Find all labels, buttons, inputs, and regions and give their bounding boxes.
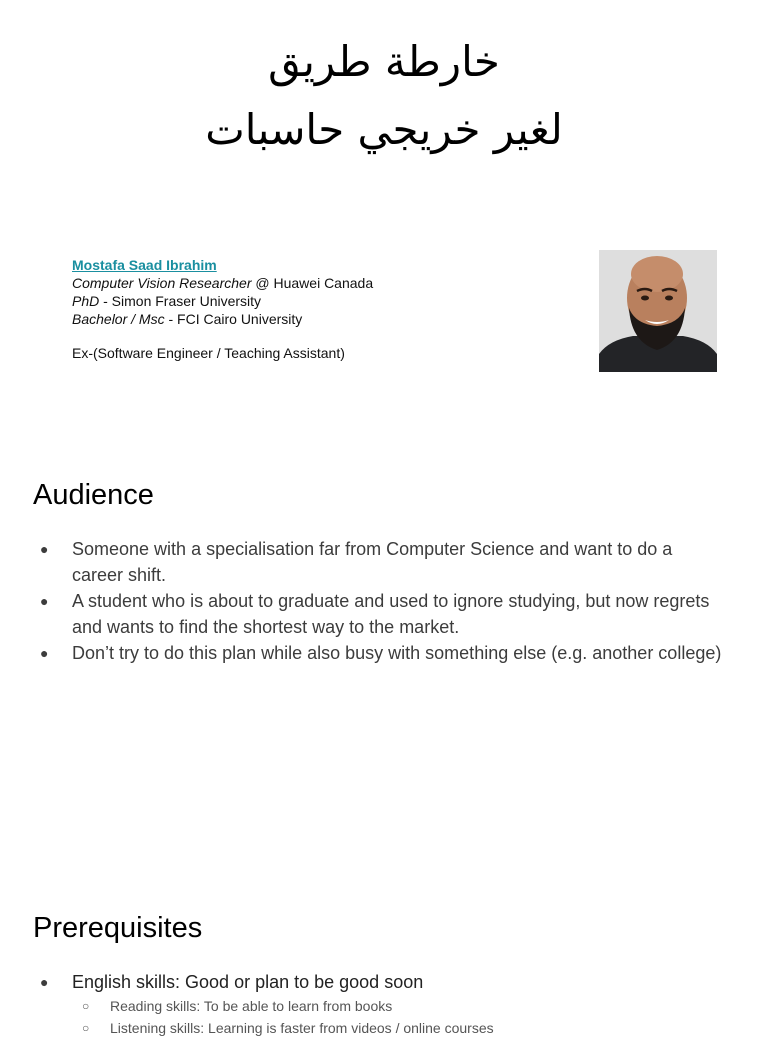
sub-bullet-icon: ○ bbox=[82, 999, 90, 1013]
audience-heading: Audience bbox=[33, 479, 154, 511]
author-former-roles: Ex-(Software Engineer / Teaching Assistant) bbox=[72, 345, 345, 361]
sub-list bbox=[0, 995, 768, 1039]
author-block bbox=[72, 256, 373, 362]
author-bsc bbox=[72, 310, 373, 328]
author-phd-school: - Simon Fraser University bbox=[99, 293, 262, 309]
list-item-text: Don’t try to do this plan while also busy with something else (e.g. another college) bbox=[72, 643, 722, 663]
author-role bbox=[72, 274, 373, 292]
prerequisites-heading: Prerequisites bbox=[33, 912, 203, 944]
list-item bbox=[0, 536, 768, 588]
author-phd bbox=[72, 292, 373, 310]
list-item-text: English skills: Good or plan to be good soon bbox=[72, 972, 424, 992]
audience-list bbox=[0, 536, 768, 666]
author-role-title: Computer Vision Researcher bbox=[72, 275, 252, 291]
author-phd-degree: PhD bbox=[72, 293, 100, 309]
list-item-text: A student who is about to graduate and used to ignore studying, but now regrets and wants to find the shortest way to the market. bbox=[72, 591, 710, 637]
sub-list-item bbox=[0, 995, 768, 1017]
author-bsc-degree: Bachelor / Msc bbox=[72, 311, 165, 327]
title-line-1: خارطة طريق bbox=[268, 37, 500, 86]
bullet-icon: ● bbox=[40, 645, 49, 661]
bullet-icon: ● bbox=[40, 593, 49, 609]
author-name-link[interactable]: Mostafa Saad Ibrahim bbox=[72, 257, 217, 273]
author-bsc-school: - FCI Cairo University bbox=[164, 311, 303, 327]
title-line-2: لغير خريجي حاسبات bbox=[205, 105, 563, 154]
bullet-icon: ● bbox=[40, 974, 49, 990]
sub-list-item-text: Reading skills: To be able to learn from books bbox=[110, 998, 393, 1014]
author-photo bbox=[599, 250, 717, 372]
sub-list-item bbox=[0, 1017, 768, 1039]
sub-bullet-icon: ○ bbox=[82, 1021, 90, 1035]
bullet-icon: ● bbox=[40, 541, 49, 557]
author-role-company: @ Huawei Canada bbox=[251, 275, 374, 291]
list-item bbox=[0, 588, 768, 640]
list-item bbox=[0, 969, 768, 995]
prerequisites-list bbox=[0, 969, 768, 1039]
list-item bbox=[0, 640, 768, 666]
sub-list-item-text: Listening skills: Learning is faster from videos / online courses bbox=[110, 1020, 494, 1036]
list-item-text: Someone with a specialisation far from Computer Science and want to do a career shift. bbox=[72, 539, 673, 585]
sub-list-container bbox=[0, 995, 768, 1039]
